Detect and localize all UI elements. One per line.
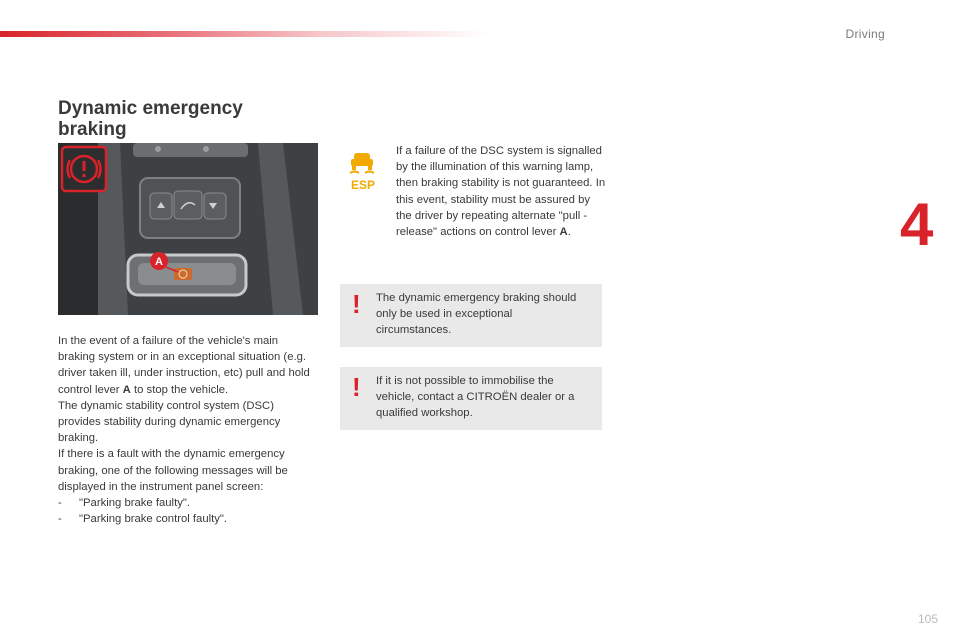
lever-reference: A — [559, 226, 568, 239]
body-text — [58, 333, 316, 527]
esp-icon-label: ESP — [350, 178, 376, 191]
list-dash: - — [58, 513, 62, 526]
console-photo — [58, 143, 318, 315]
title-line-1: Dynamic emergency — [58, 98, 243, 119]
list-item — [58, 511, 316, 527]
section-header: Driving — [845, 27, 885, 41]
control-lever-label: A — [155, 256, 163, 268]
paragraph-1-text: In the event of a failure of the vehicle's main braking system or in an exceptional situation (e.g. driver taken ill, under instruction, etc) pull and hold control lever — [58, 335, 310, 396]
paragraph-1 — [58, 333, 316, 398]
warning-exclamation-icon: ! — [352, 289, 361, 319]
warning-exclamation-icon: ! — [352, 372, 361, 402]
lever-reference: A — [122, 383, 131, 396]
warning-note-text: If it is not possible to immobilise the vehicle, contact a CITROËN dealer or a qualified workshop. — [376, 375, 575, 420]
list-dash: - — [58, 497, 62, 510]
paragraph-3: If there is a fault with the dynamic emergency braking, one of the following messages will be displayed in the instrument panel screen: — [58, 448, 288, 493]
warning-note — [340, 284, 602, 347]
list-item-text: "Parking brake control faulty". — [79, 513, 228, 526]
esp-description-end: . — [567, 226, 571, 239]
list-item — [58, 495, 316, 511]
esp-warning-icon — [346, 149, 380, 191]
page-title — [58, 98, 318, 140]
esp-description — [396, 143, 606, 240]
esp-description-text: If a failure of the DSC system is signalled by the illumination of this warning lamp, then braking stability is not guaranteed. In this event, stability must be assured by the driver by repeating alternate "pull - release" actions on control lever — [396, 145, 606, 239]
title-line-2: braking — [58, 119, 127, 140]
header-accent-bar — [0, 31, 490, 37]
warning-note-text: The dynamic emergency braking should only be used in exceptional circumstances. — [376, 292, 577, 337]
page-number: 105 — [917, 612, 938, 626]
warning-note — [340, 367, 602, 430]
paragraph-1-end: to stop the vehicle. — [130, 383, 229, 396]
chapter-number: 4 — [900, 191, 934, 258]
list-item-text: "Parking brake faulty". — [79, 497, 190, 510]
console-illustration — [58, 143, 318, 315]
paragraph-2: The dynamic stability control system (DSC) provides stability during dynamic emergency braking. — [58, 399, 281, 445]
